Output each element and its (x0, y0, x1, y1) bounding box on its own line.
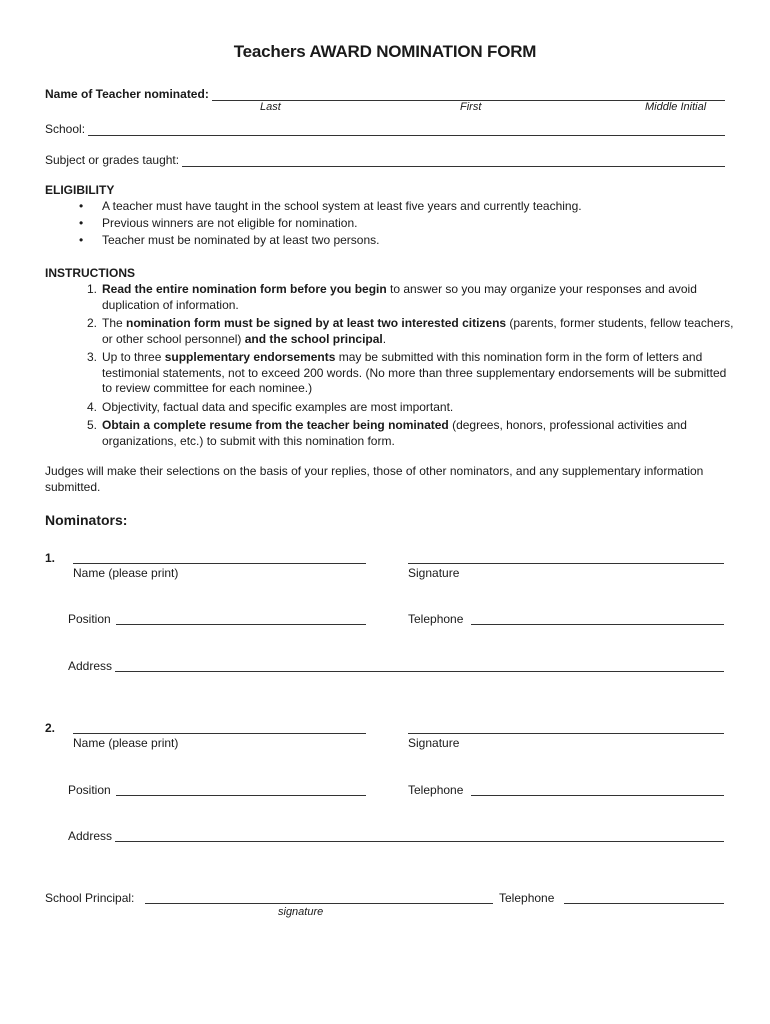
nominator-telephone-line[interactable] (471, 624, 724, 625)
nominator-telephone-line[interactable] (471, 795, 724, 796)
instruction-text: to answer so you may organize your responses and avoid duplication of information. (102, 282, 697, 312)
instruction-text: (parents, former students, fellow teachers, or other school personnel) (102, 316, 734, 346)
instruction-text: . (382, 331, 387, 346)
principal-signature-caption: signature (278, 906, 324, 918)
teacher-name-line[interactable] (212, 89, 725, 101)
principal-telephone-label: Telephone (499, 891, 555, 905)
instructions-list (45, 282, 735, 449)
instruction-emphasis: supplementary endorsements (164, 350, 336, 364)
school-line[interactable] (88, 124, 725, 136)
eligibility-item: • A teacher must have taught in the school system at least five years and currently teaching. (45, 198, 745, 215)
instruction-text: (degrees, honors, professional activities and organizations, etc.) to submit with this nomination form. (102, 418, 687, 448)
teacher-name-field[interactable] (45, 87, 725, 101)
nominator-position-label: Position (68, 612, 111, 626)
nominator-address-label: Address (68, 659, 113, 673)
nominator-signature-line[interactable] (408, 563, 724, 564)
instruction-item (45, 316, 735, 347)
instruction-number: 5. (86, 418, 97, 432)
instruction-item (45, 282, 735, 313)
eligibility-item: • Teacher must be nominated by at least two persons. (45, 232, 745, 249)
instruction-text: may be submitted with this nomination form in the form of letters and testimonial statements, not to exceed 200 words. (No more than three supplementary endorsements will be submitted to review committee for each nominee.) (102, 350, 727, 395)
school-label: School: (45, 122, 86, 136)
instruction-number: 4. (86, 399, 97, 414)
nominator-number: 2. (45, 721, 56, 735)
nominator-address-line[interactable] (115, 671, 724, 672)
nominator-address-line[interactable] (115, 841, 724, 842)
instruction-item (45, 400, 735, 416)
page-title: Teachers AWARD NOMINATION FORM (233, 42, 537, 61)
nominator-signature-line[interactable] (408, 733, 724, 734)
principal-telephone-line[interactable] (564, 903, 724, 904)
nominator-signature-caption: Signature (408, 736, 460, 750)
instruction-text: The (102, 316, 127, 330)
instruction-number: 1. (86, 282, 97, 296)
nominator-signature-caption: Signature (408, 566, 460, 580)
last-caption: Last (260, 101, 281, 113)
nominator-telephone-label: Telephone (408, 612, 464, 626)
nominator-address-label: Address (68, 829, 113, 843)
nominator-name-caption: Name (please print) (73, 736, 179, 750)
principal-signature-line[interactable] (145, 903, 493, 904)
eligibility-section (45, 183, 745, 249)
middle-initial-caption: Middle Initial (645, 101, 707, 113)
teacher-name-label: Name of Teacher nominated: (45, 87, 209, 101)
subject-field[interactable] (45, 153, 725, 167)
instruction-item (45, 418, 735, 449)
nominator-number: 1. (45, 551, 56, 565)
principal-label: School Principal: (45, 891, 135, 905)
nominator-position-label: Position (68, 783, 111, 797)
instruction-emphasis: nomination form must be signed by at least two interested citizens (126, 316, 507, 330)
instruction-emphasis: Obtain a complete resume from the teacher being nominated (102, 418, 449, 432)
eligibility-heading: ELIGIBILITY (45, 183, 115, 197)
nominator-position-line[interactable] (116, 795, 366, 796)
instruction-emphasis: Read the entire nomination form before you begin (102, 282, 387, 296)
instructions-heading: INSTRUCTIONS (45, 266, 135, 280)
instruction-emphasis: and the school principal (244, 331, 383, 346)
first-caption: First (460, 101, 482, 113)
instruction-item (45, 350, 735, 397)
subject-line[interactable] (182, 155, 725, 167)
nominator-telephone-label: Telephone (408, 783, 464, 797)
instruction-number: 3. (86, 350, 97, 364)
nominator-name-caption: Name (please print) (73, 566, 179, 580)
judges-paragraph: Judges will make their selections on the basis of your replies, those of other nominators, and any supplementary information submitted. (45, 464, 704, 494)
eligibility-item: • Previous winners are not eligible for nomination. (45, 215, 745, 232)
instruction-number: 2. (86, 316, 97, 330)
instructions-section (45, 266, 735, 452)
nominator-name-line[interactable] (73, 563, 366, 564)
school-field[interactable] (45, 122, 725, 136)
instruction-text: Objectivity, factual data and specific examples are most important. (102, 399, 454, 414)
eligibility-list (45, 198, 745, 249)
nominators-heading: Nominators: (45, 512, 128, 528)
instruction-text: Up to three (102, 350, 165, 364)
nominator-position-line[interactable] (116, 624, 366, 625)
nominator-name-line[interactable] (73, 733, 366, 734)
subject-label: Subject or grades taught: (45, 153, 180, 167)
